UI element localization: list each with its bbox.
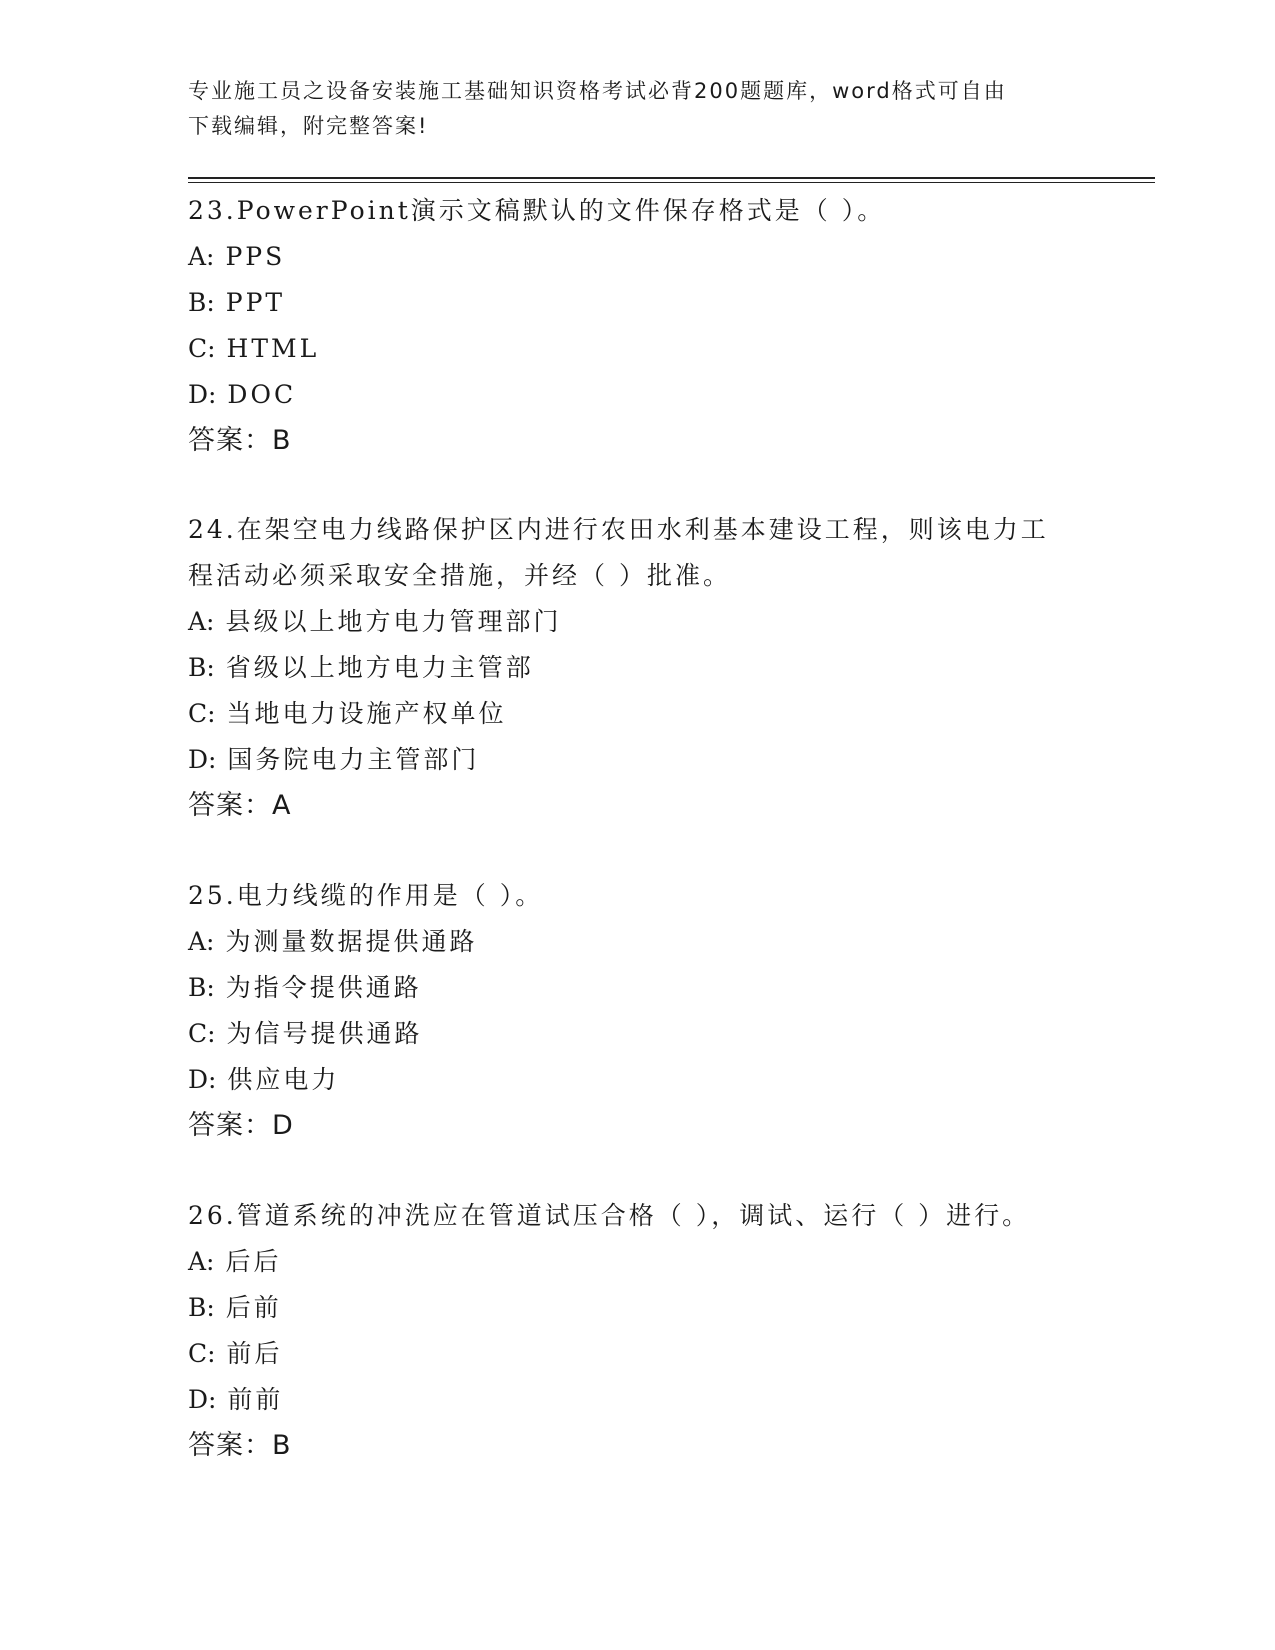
option-d — [188, 1057, 1088, 1103]
option-text: 前后 — [226, 1339, 283, 1368]
option-label: C: — [188, 334, 216, 363]
option-label: C: — [188, 699, 216, 728]
option-label: A: — [188, 607, 215, 636]
option-c — [188, 1011, 1088, 1057]
option-label: C: — [188, 1019, 216, 1048]
option-c — [188, 1331, 1088, 1377]
option-d — [188, 1377, 1088, 1423]
option-text: HTML — [226, 334, 320, 363]
option-text: 后前 — [225, 1293, 282, 1322]
question-23 — [188, 188, 1088, 464]
document-header — [188, 74, 1088, 144]
option-text: 前前 — [227, 1385, 284, 1414]
option-label: A: — [188, 1247, 215, 1276]
option-text: PPT — [225, 288, 286, 317]
option-label: D: — [188, 380, 217, 409]
option-text: 县级以上地方电力管理部门 — [225, 607, 562, 636]
answer-text: 答案：B — [188, 1430, 292, 1461]
option-text: 国务院电力主管部门 — [227, 745, 480, 774]
option-a — [188, 1239, 1088, 1285]
question-stem: 26.管道系统的冲洗应在管道试压合格（ ），调试、运行（ ）进行。 — [188, 1201, 1031, 1230]
question-stem-line-1: 24.在架空电力线路保护区内进行农田水利基本建设工程，则该电力工 — [188, 515, 1049, 544]
option-b — [188, 965, 1088, 1011]
option-b — [188, 1285, 1088, 1331]
answer-text: 答案：A — [188, 790, 292, 821]
header-line-2: 下载编辑，附完整答案! — [188, 114, 429, 138]
question-26 — [188, 1193, 1088, 1469]
option-text: 供应电力 — [227, 1065, 340, 1094]
option-text: 为信号提供通路 — [226, 1019, 423, 1048]
answer-text: 答案：D — [188, 1110, 294, 1141]
answer-text: 答案：B — [188, 425, 292, 456]
option-text: DOC — [227, 380, 297, 409]
option-text: 为测量数据提供通路 — [225, 927, 478, 956]
option-label: A: — [188, 242, 215, 271]
option-text: 后后 — [225, 1247, 282, 1276]
header-line-1: 专业施工员之设备安装施工基础知识资格考试必背200题题库，word格式可自由 — [188, 79, 1007, 103]
option-label: B: — [188, 973, 215, 1002]
header-divider — [188, 177, 1155, 183]
option-d — [188, 737, 1088, 783]
option-label: D: — [188, 1065, 217, 1094]
option-c — [188, 326, 1088, 372]
option-text: 当地电力设施产权单位 — [226, 699, 507, 728]
option-label: D: — [188, 745, 217, 774]
option-text: PPS — [225, 242, 286, 271]
option-label: B: — [188, 653, 215, 682]
option-c — [188, 691, 1088, 737]
question-25 — [188, 873, 1088, 1149]
option-a — [188, 599, 1088, 645]
option-text: 省级以上地方电力主管部 — [225, 653, 534, 682]
option-label: B: — [188, 1293, 215, 1322]
question-stem: 23.PowerPoint演示文稿默认的文件保存格式是（ ）。 — [188, 196, 886, 225]
option-label: A: — [188, 927, 215, 956]
option-text: 为指令提供通路 — [225, 973, 422, 1002]
option-label: C: — [188, 1339, 216, 1368]
question-stem-line-2: 程活动必须采取安全措施，并经（ ）批准。 — [188, 561, 731, 590]
option-b — [188, 280, 1088, 326]
question-24 — [188, 507, 1088, 829]
option-a — [188, 234, 1088, 280]
question-stem: 25.电力线缆的作用是（ ）。 — [188, 881, 544, 910]
option-label: D: — [188, 1385, 217, 1414]
option-a — [188, 919, 1088, 965]
option-label: B: — [188, 288, 215, 317]
option-d — [188, 372, 1088, 418]
option-b — [188, 645, 1088, 691]
